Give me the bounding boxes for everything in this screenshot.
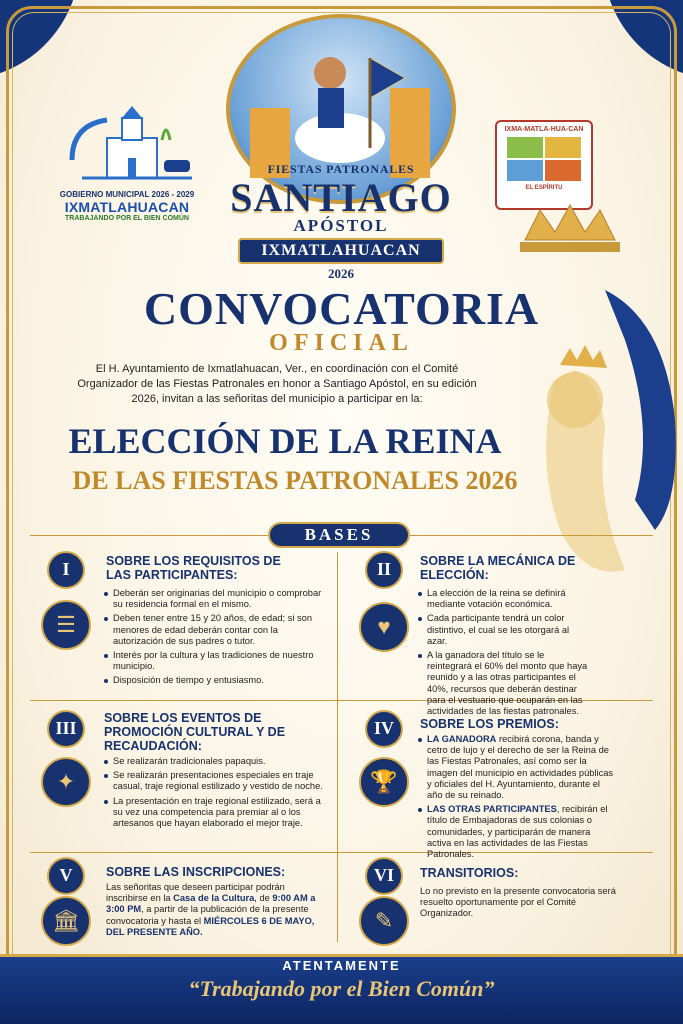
section-5-number: V	[47, 857, 85, 895]
emblem-year: 2026	[328, 266, 354, 281]
text-run: Las señoritas que deseen participar podrán inscribirse en la	[106, 882, 285, 904]
winner-text: recibirá corona, banda y cetro de lujo y el derecho de ser la Reina de las Fiestas Patronales, así como ser la imagen del municipio en actividades públicas y oficiales del H. Ayuntamiento, durante el año de su reinado.	[427, 734, 614, 801]
shield-bottom-text: EL ESPÍRITU	[525, 185, 563, 191]
list-item: Cada participante tendrá un color distintivo, el cual se les otorgará al azar.	[418, 613, 588, 647]
section-3-body	[104, 756, 328, 832]
church-logo-icon	[52, 100, 202, 188]
corner-decoration	[603, 0, 683, 80]
list-item: Deberán ser originarias del municipio o comprobar su residencia formal en el mismo.	[104, 588, 330, 610]
section-3-title: SOBRE LOS EVENTOS DE PROMOCIÓN CULTURAL Y DE RECAUDACIÓN:	[104, 711, 286, 753]
logo-line-2: IXMATLAHUACAN	[64, 199, 190, 215]
shield-grid-icon	[507, 137, 581, 181]
list-item: La presentación en traje regional estilizado, será a su vez una competencia para premiar al o los artesanos que hayan elaborado el mejor traje.	[104, 796, 328, 830]
schedule-text: 9:00 AM a 3:00 PM	[106, 893, 316, 915]
document-pen-icon: ✎	[359, 896, 409, 946]
location-text: Casa de la Cultura	[173, 893, 255, 904]
section-1-body	[104, 588, 330, 690]
section-4-title: SOBRE LOS PREMIOS:	[420, 717, 559, 731]
emblem-title: SANTIAGO	[230, 175, 452, 220]
list-item: Se realizarán presentaciones especiales en traje casual, traje regional estilizado y vestido de noche.	[104, 770, 328, 792]
emblem-subtitle: APÓSTOL	[293, 216, 389, 235]
intro-paragraph: El H. Ayuntamiento de Ixmatlahuacan, Ver., en coordinación con el Comité Organizador de las Fiestas Patronales en honor a Santiago Apóstol, en su edición 2026, invitan a las señoritas del municipio a participar en la:	[77, 363, 477, 405]
section-4-number: IV	[365, 710, 403, 748]
list-item: Interés por la cultura y las tradiciones de nuestro municipio.	[104, 650, 330, 672]
bases-label: BASES	[268, 522, 410, 548]
santiago-emblem	[218, 10, 464, 280]
section-2-title: SOBRE LA MECÁNICA DE ELECCIÓN:	[420, 554, 576, 582]
others-label: LAS OTRAS PARTICIPANTES	[427, 804, 557, 815]
section-5-title: SOBRE LAS INSCRIPCIONES:	[106, 865, 286, 879]
section-1-title: SOBRE LOS REQUISITOS DE LAS PARTICIPANTES:	[106, 554, 281, 582]
event-subtitle: DE LAS FIESTAS PATRONALES 2026	[72, 466, 518, 495]
municipal-shield	[495, 120, 593, 210]
municipal-logo	[52, 100, 202, 222]
section-5-body	[106, 882, 328, 938]
footer-atentamente: ATENTAMENTE	[282, 958, 401, 973]
section-2-number: II	[365, 551, 403, 589]
section-6-body: Lo no previsto en la presente convocatoria será resuelto oportunamente por el Comité Organizador.	[420, 886, 616, 919]
trophy-icon: 🏆	[359, 757, 409, 807]
ballot-box-icon: ♥	[359, 602, 409, 652]
list-item: La elección de la reina se definirá mediante votación económica.	[418, 588, 588, 610]
logo-line-3: TRABAJANDO POR EL BIEN COMÚN	[65, 215, 189, 222]
shield-top-text: IXMA-MATLA-HUA-CAN	[504, 126, 584, 133]
headline-convocatoria: CONVOCATORIA	[143, 283, 540, 334]
section-6-title: TRANSITORIOS:	[420, 866, 519, 880]
list-item: Se realizarán tradicionales papaquis.	[104, 756, 328, 767]
section-6-number: VI	[365, 857, 403, 895]
emblem-band: IXMATLAHUACAN	[238, 238, 444, 264]
list-item: Deben tener entre 15 y 20 años, de edad; si son menores de edad deberán contar con la autorización de sus padres o tutor.	[104, 613, 330, 647]
list-item: A la ganadora del título se le reintegrará el 60% del monto que haya reunido y a las otras participantes el 40%, recursos que deberán destinar para el vestuario que ocuparán en las actividades de las fiestas patronales.	[418, 650, 588, 717]
footer-lema: “Trabajando por el Bien Común”	[188, 976, 495, 1001]
corner-decoration	[0, 0, 80, 80]
text-run: , a partir de la publicación de la presente convocatoria y hasta el	[106, 904, 309, 926]
text-run: , de	[254, 893, 273, 904]
others-text: , recibirán el título de Embajadoras de sus colonias o comunidades, y participarán de manera activa en las actividades de las Fiestas Patronales.	[427, 804, 608, 860]
checklist-icon: ☰	[41, 600, 91, 650]
section-4-body	[418, 734, 616, 863]
deadline-text: MIÉRCOLES 6 DE MAYO, DEL PRESENTE AÑO.	[106, 915, 315, 937]
list-item	[418, 734, 616, 801]
section-1-number: I	[47, 551, 85, 589]
section-2-body	[418, 588, 588, 720]
headline-oficial: OFICIAL	[269, 330, 414, 356]
winner-label: LA GANADORA	[427, 734, 497, 744]
list-item	[418, 804, 616, 860]
event-title: ELECCIÓN DE LA REINA	[68, 421, 502, 461]
building-icon: 🏛	[41, 896, 91, 946]
list-item: Disposición de tiempo y entusiasmo.	[104, 675, 330, 686]
dancer-icon: ✦	[41, 757, 91, 807]
column-divider	[337, 552, 338, 942]
section-3-number: III	[47, 710, 85, 748]
logo-line-1: GOBIERNO MUNICIPAL 2026 - 2029	[59, 190, 195, 199]
queen-silhouette-icon	[515, 200, 683, 600]
emblem-ribbon: FIESTAS PATRONALES	[267, 162, 415, 176]
